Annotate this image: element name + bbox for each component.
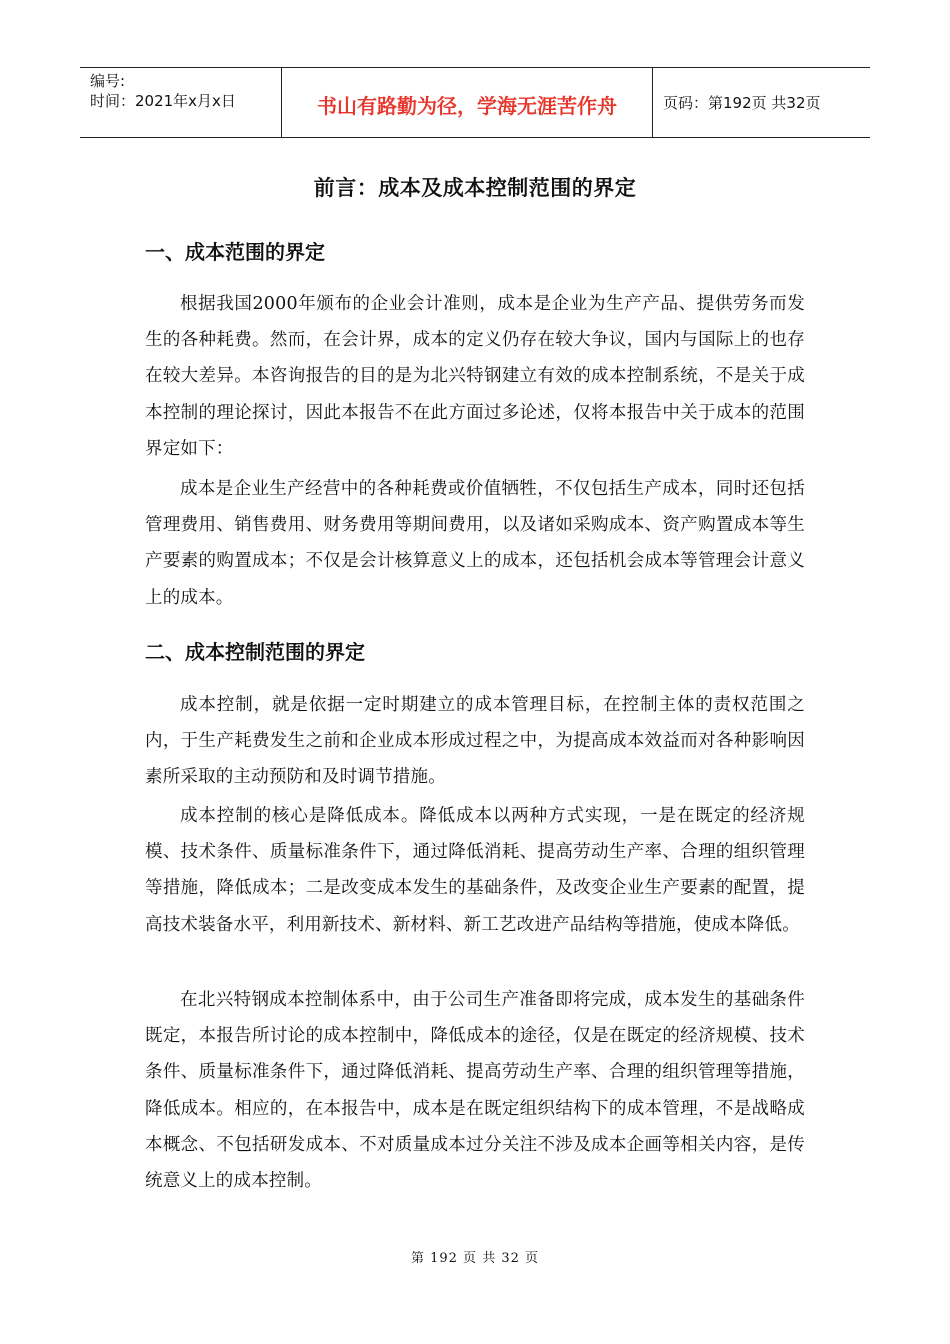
paragraph-2-2: 成本控制的核心是降低成本。降低成本以两种方式实现，一是在既定的经济规模、技术条件、质量标准条件下，通过降低消耗、提高劳动生产率、合理的组织管理等措施，降低成本；二是改变成本发生的基础条件，及改变企业生产要素的配置，提高技术装备水平，利用新技术、新材料、新工艺改进产品结构等措施，使成本降低。 [145,806,805,935]
section-heading-1: 一、成本范围的界定 [145,240,325,264]
header-table [80,67,870,138]
page-info: 页码：第192页 共32页 [663,94,821,112]
page-footer: 第 192 页 共 32 页 [410,1251,540,1266]
paragraph-2-1: 成本控制，就是依据一定时期建立的成本管理目标，在控制主体的责权范围之内，于生产耗费发生之前和企业成本形成过程之中，为提高成本效益而对各种影响因素所采取的主动预防和及时调节措施。 [145,695,805,788]
header-meta-cell [80,68,282,137]
paragraph-1-2: 成本是企业生产经营中的各种耗费或价值牺牲，不仅包括生产成本，同时还包括管理费用、销售费用、财务费用等期间费用，以及诸如采购成本、资产购置成本等生产要素的购置成本；不仅是会计核算意义上的成本，还包括机会成本等管理会计意义上的成本。 [145,479,805,608]
motto-text: 书山有路勤为径，学海无涯苦作舟 [317,94,617,118]
document-title: 前言：成本及成本控制范围的界定 [313,176,637,200]
header-motto-cell [282,68,653,137]
date-text: 时间：2021年x月x日 [90,92,236,110]
number-label: 编号: [90,72,126,90]
paragraph-2-3: 在北兴特钢成本控制体系中，由于公司生产准备即将完成，成本发生的基础条件既定，本报告所讨论的成本控制中，降低成本的途径，仅是在既定的经济规模、技术条件、质量标准条件下，通过降低消耗、提高劳动生产率、合理的组织管理等措施，降低成本。相应的，在本报告中，成本是在既定组织结构下的成本管理，不是战略成本概念、不包括研发成本、不对质量成本过分关注不涉及成本企画等相关内容，是传统意义上的成本控制。 [145,990,805,1192]
header-page-cell [653,68,870,137]
paragraph-1-1: 根据我国2000年颁布的企业会计准则，成本是企业为生产产品、提供劳务而发生的各种耗费。然而，在会计界，成本的定义仍存在较大争议，国内与国际上的也存在较大差异。本咨询报告的目的是为北兴特钢建立有效的成本控制系统，不是关于成本控制的理论探讨，因此本报告不在此方面过多论述，仅将本报告中关于成本的范围界定如下： [145,294,805,459]
section-heading-2: 二、成本控制范围的界定 [145,640,365,664]
